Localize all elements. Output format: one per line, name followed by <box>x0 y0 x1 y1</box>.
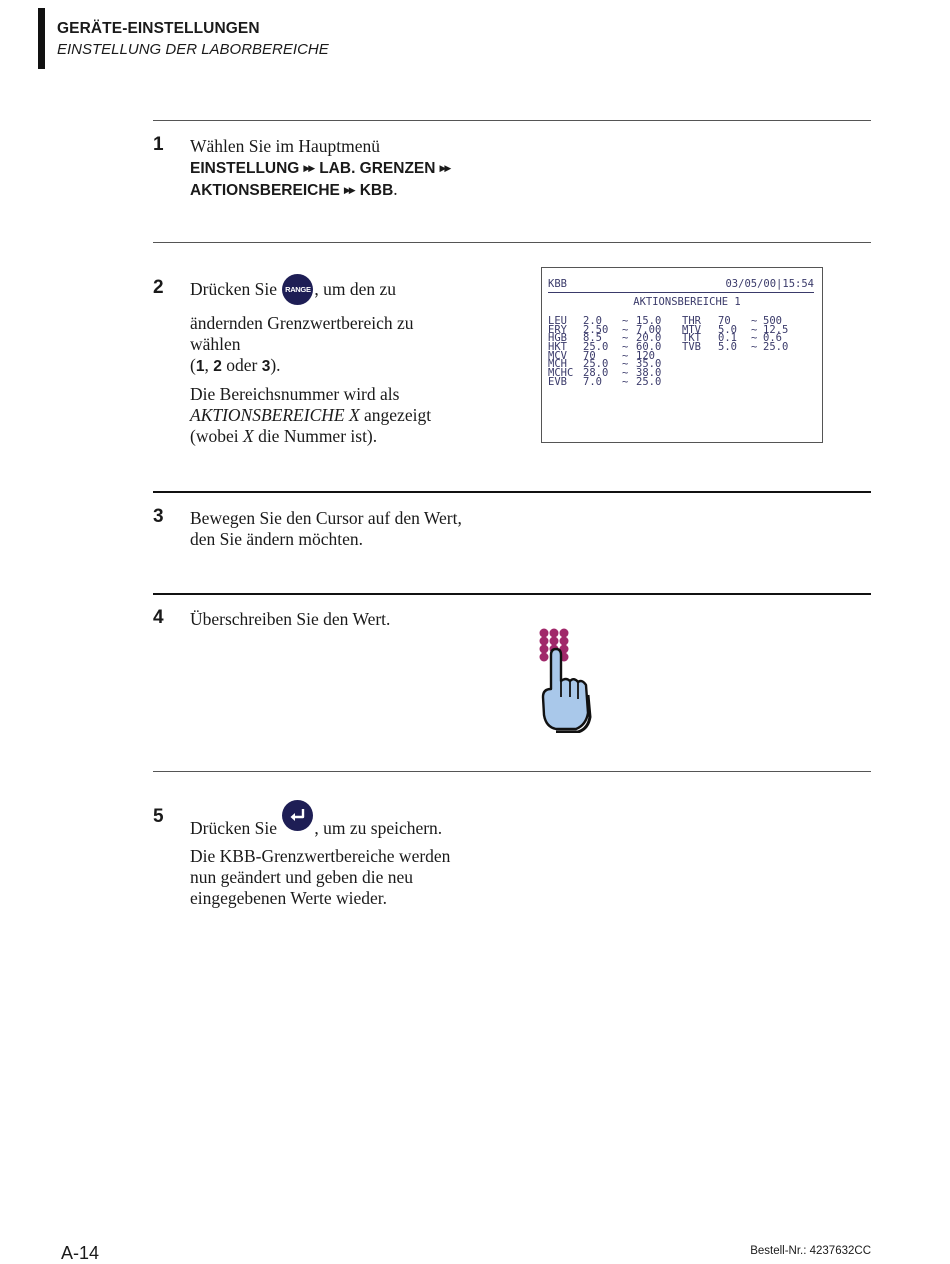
section-title: GERÄTE-EINSTELLUNGEN <box>57 20 260 37</box>
param-name: MCH <box>548 358 567 371</box>
param-low: 5.0 <box>718 323 737 336</box>
screen-rows-left <box>548 317 661 387</box>
step-5-text-b: , um zu speichern. <box>314 818 443 838</box>
param-low: 5.0 <box>718 341 737 354</box>
step-4-text <box>190 609 390 630</box>
step-number: 1 <box>153 134 164 155</box>
range-key-label: RANGE <box>285 285 311 294</box>
step-2-note-b: angezeigt <box>359 405 432 425</box>
param-high: 7.00 <box>636 323 662 336</box>
range-key-icon <box>282 274 313 305</box>
range-number-3: 3 <box>261 358 271 375</box>
comma: , <box>204 355 214 375</box>
screen-label: KBB <box>548 278 567 290</box>
step-3-line-2: den Sie ändern möchten. <box>190 529 364 549</box>
param-low: 2.0 <box>583 315 602 327</box>
param-high: 60.0 <box>636 341 662 354</box>
step-2-text-b: , um den zu <box>314 279 397 299</box>
screen-row <box>548 375 662 388</box>
step-3-line-1: Bewegen Sie den Cursor auf den Wert, <box>190 508 462 528</box>
menu-arrow-icon: ▶▶ <box>303 163 314 173</box>
enter-key-icon <box>282 800 313 831</box>
screen-header <box>548 278 814 293</box>
step-number: 3 <box>153 506 164 527</box>
param-sep: ~ <box>622 332 629 345</box>
param-sep: ~ <box>622 341 629 354</box>
section-subtitle: EINSTELLUNG DER LABORBEREICHE <box>57 41 329 58</box>
param-sep: ~ <box>751 315 758 327</box>
step-number: 2 <box>153 277 164 298</box>
step-2-note-a: Die Bereichsnummer wird als <box>190 384 400 404</box>
param-low: 2.50 <box>583 323 609 336</box>
paren: ( <box>190 355 196 375</box>
param-name: HKT <box>548 341 567 354</box>
step-2-text-c: ändernden Grenzwertbereich zu <box>190 313 414 333</box>
kbb-screen-display <box>541 267 823 443</box>
divider <box>153 120 871 121</box>
param-high: 120 <box>636 349 655 362</box>
step-number: 4 <box>153 607 164 628</box>
step-5-text <box>190 808 450 909</box>
step-2-note-d: die Nummer ist). <box>253 426 378 446</box>
param-name: ERY <box>548 323 567 336</box>
param-high: 20.0 <box>636 332 662 345</box>
divider <box>153 242 871 243</box>
range-number-1: 1 <box>195 358 205 375</box>
param-high: 38.0 <box>636 367 662 380</box>
step-4-line-1: Überschreiben Sie den Wert. <box>190 609 391 629</box>
param-name: MCV <box>548 349 567 362</box>
param-sep: ~ <box>751 323 758 336</box>
param-sep: ~ <box>622 349 629 362</box>
screen-rows-right <box>682 317 788 352</box>
param-low: 70 <box>718 315 731 327</box>
param-name: TKT <box>682 332 701 345</box>
divider <box>153 491 871 493</box>
step-2-text <box>190 279 431 447</box>
keypad-hand-icon <box>536 625 592 738</box>
param-high: 500 <box>763 315 782 327</box>
param-name: THR <box>682 315 701 327</box>
divider <box>153 593 871 595</box>
param-high: 15.0 <box>636 315 662 327</box>
step-5-note-a: Die KBB-Grenzwertbereiche werden <box>190 846 451 866</box>
param-sep: ~ <box>751 341 758 354</box>
screen-datetime: 03/05/00|15:54 <box>725 278 814 290</box>
oder: oder <box>221 355 262 375</box>
screen-title: AKTIONSBEREICHE 1 <box>633 296 741 308</box>
menu-arrow-icon: ▶▶ <box>439 163 450 173</box>
step-number: 5 <box>153 806 164 827</box>
param-low: 25.0 <box>583 341 609 354</box>
param-high: 25.0 <box>636 375 662 388</box>
param-low: 7.0 <box>583 375 602 388</box>
step-3-text <box>190 508 462 550</box>
param-name: MTV <box>682 323 701 336</box>
param-sep: ~ <box>622 367 629 380</box>
param-low: 28.0 <box>583 367 609 380</box>
param-high: 12.5 <box>763 323 789 336</box>
step-2-text-a: Drücken Sie <box>190 279 277 299</box>
param-name: LEU <box>548 315 567 327</box>
param-low: 70 <box>583 349 596 362</box>
param-sep: ~ <box>622 358 629 371</box>
param-sep: ~ <box>751 332 758 345</box>
param-name: HGB <box>548 332 567 345</box>
menu-kbb: KBB <box>359 182 394 199</box>
step-1-intro: Wählen Sie im Hauptmenü <box>190 136 381 156</box>
range-number-2: 2 <box>213 358 222 375</box>
step-5-text-a: Drücken Sie <box>190 818 277 838</box>
order-number: Bestell-Nr.: 4237632CC <box>750 1245 871 1257</box>
menu-aktionsbereiche: AKTIONSBEREICHE <box>190 182 340 199</box>
param-sep: ~ <box>622 375 629 388</box>
param-sep: ~ <box>622 315 629 327</box>
param-name: TVB <box>682 341 701 354</box>
divider <box>153 771 871 772</box>
step-5-note-b: nun geändert und geben die neu <box>190 867 414 887</box>
step-5-note-c: eingegebenen Werte wieder. <box>190 888 387 908</box>
screen-row <box>682 343 788 352</box>
param-name: MCHC <box>548 367 574 380</box>
menu-lab-grenzen: LAB. GRENZEN <box>319 160 436 177</box>
paren: ). <box>270 355 281 375</box>
param-name: EVB <box>548 375 567 388</box>
step-1-text: Wählen Sie im Hauptmenü EINSTELLUNG ▶▶ LAB. GRENZEN ▶▶ AKTIONSBEREICHE ▶▶ KBB. <box>190 136 455 201</box>
step-2-text-d: wählen <box>190 334 241 354</box>
step-2-note-c: (wobei <box>190 426 243 446</box>
step-2-note-italic: AKTIONSBEREICHE X <box>190 405 360 425</box>
step-2-note-x: X <box>242 426 254 446</box>
page-number: A-14 <box>61 1243 100 1263</box>
param-low: 0.1 <box>718 332 737 345</box>
header-accent-bar <box>38 8 45 69</box>
menu-arrow-icon: ▶▶ <box>343 185 354 195</box>
param-low: 8.5 <box>583 332 602 345</box>
param-low: 25.0 <box>583 358 609 371</box>
param-high: 35.0 <box>636 358 662 371</box>
param-high: 25.0 <box>763 341 789 354</box>
param-high: 0.6 <box>763 332 782 345</box>
menu-einstellung: EINSTELLUNG <box>190 160 300 177</box>
param-sep: ~ <box>622 323 629 336</box>
